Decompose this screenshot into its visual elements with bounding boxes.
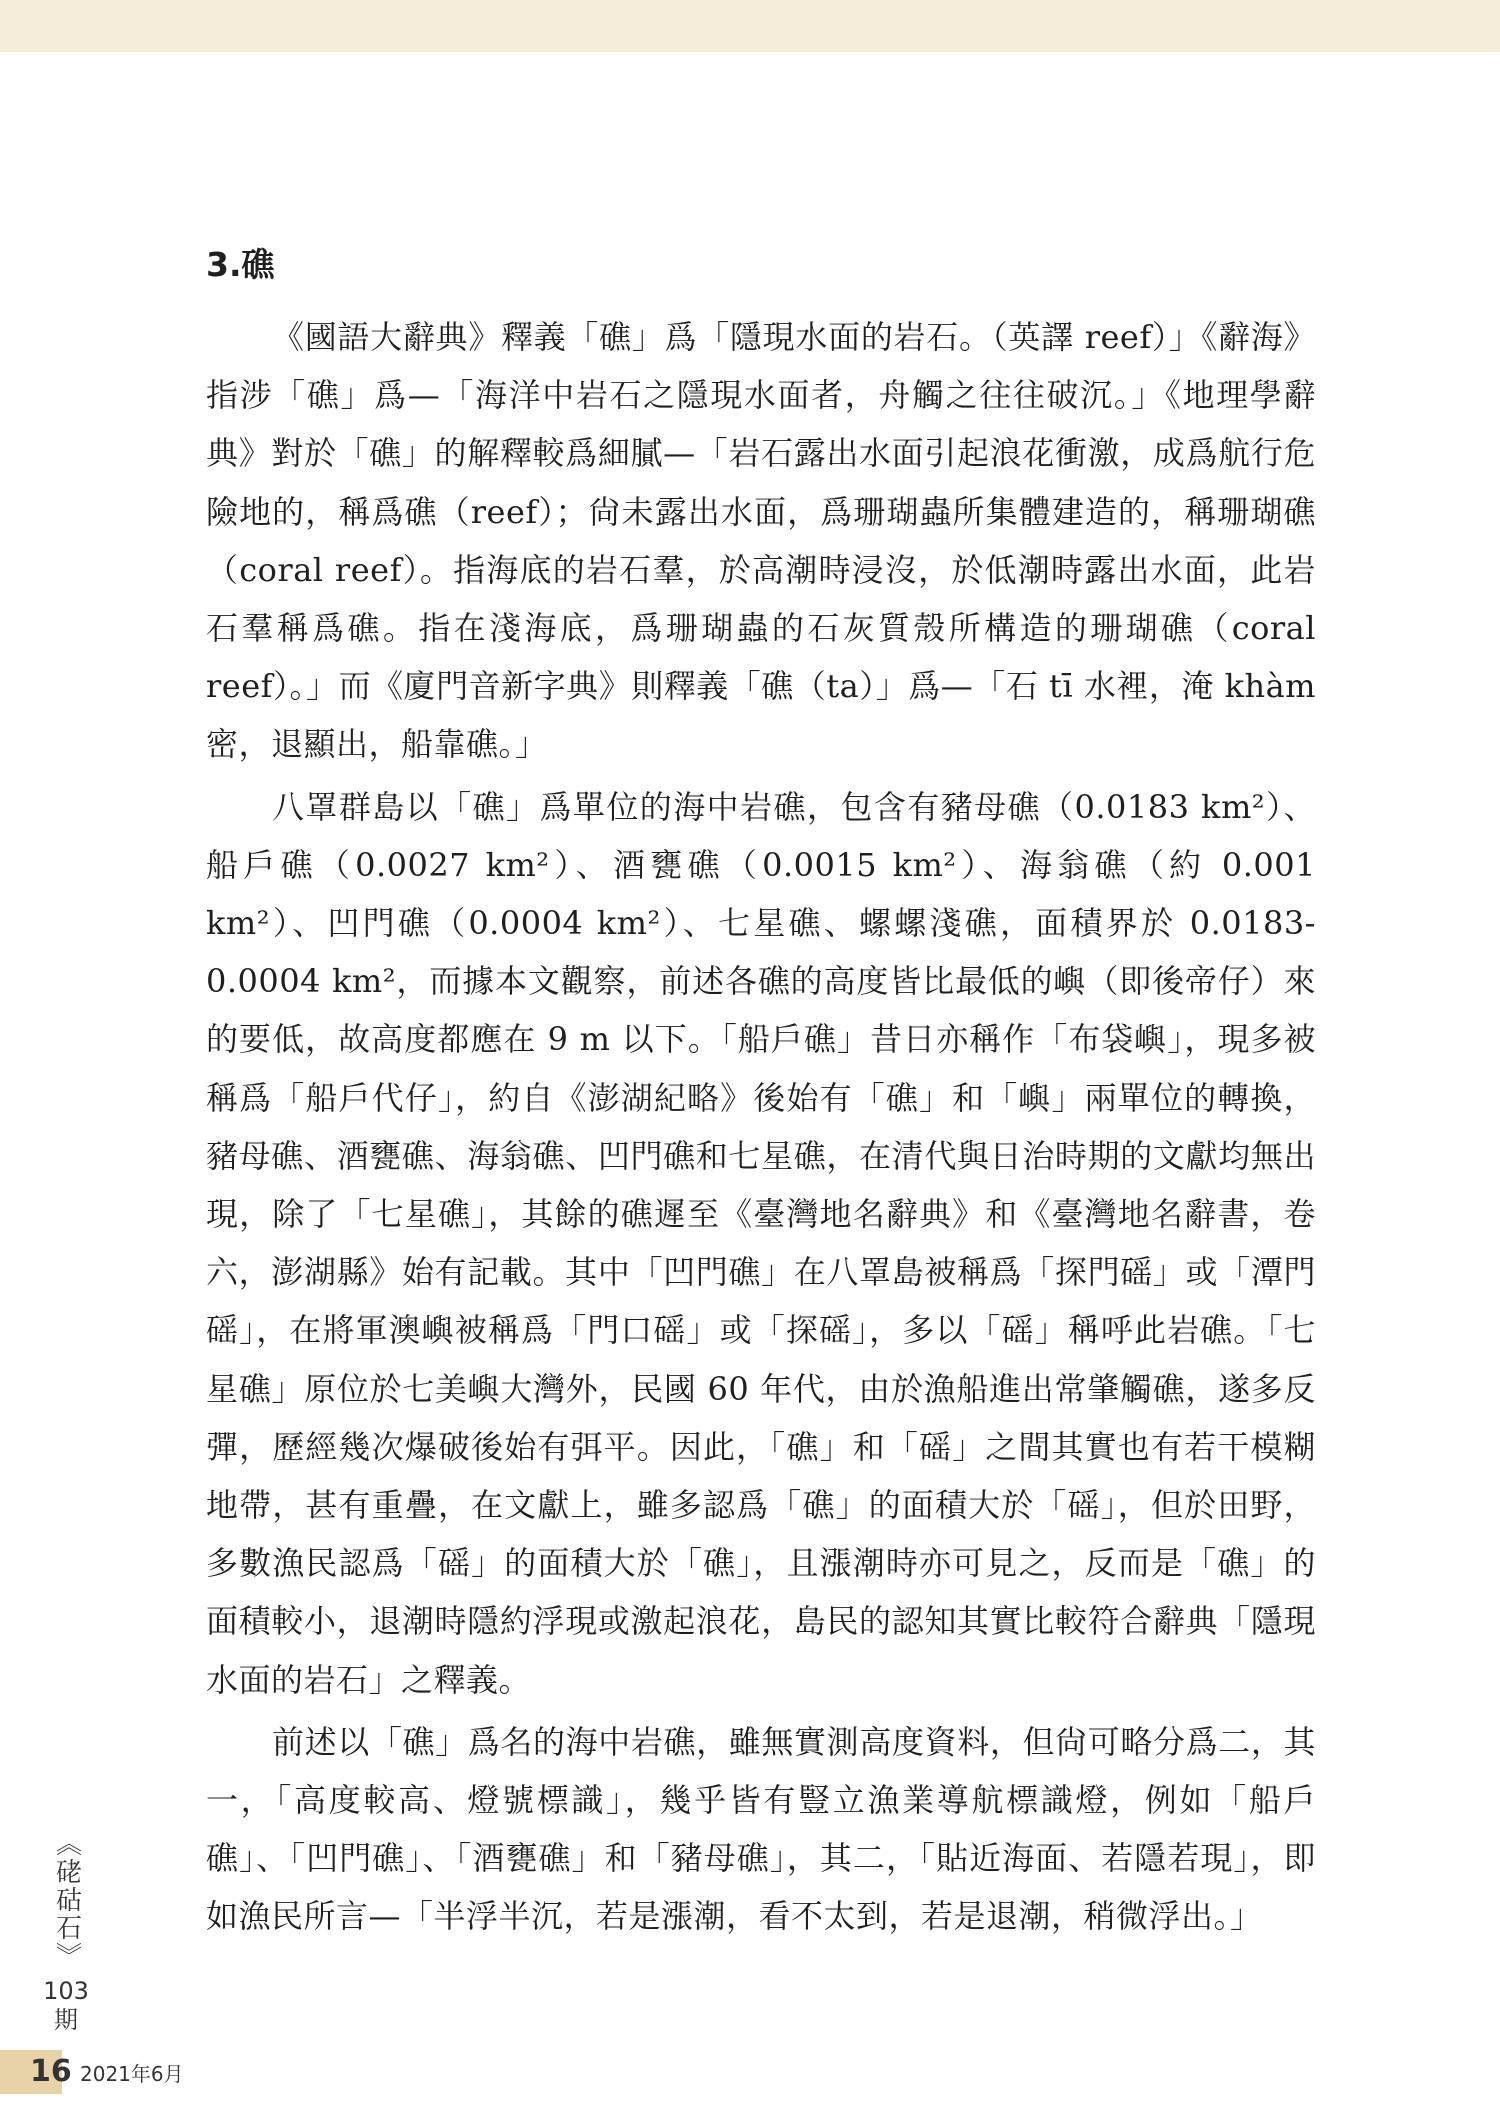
top-color-band bbox=[0, 0, 1500, 52]
article-body bbox=[206, 240, 1316, 1950]
issue-number: 103期 bbox=[43, 1977, 89, 2034]
page-number: 16 bbox=[30, 2054, 72, 2089]
section-heading: 3.礁 bbox=[206, 245, 275, 284]
paragraph-reef-classification: 前述以「礁」爲名的海中岩礁，雖無實測高度資料，但尙可略分爲二，其一，「高度較高、燈號標識」，幾乎皆有豎立漁業導航標識燈，例如「船戶礁」、「凹門礁」、「酒甕礁」和「豬母礁」，其二，「貼近海面、若隱若現」，即如漁民所言—「半浮半沉，若是漲潮，看不太到，若是退潮，稍微浮出。」 bbox=[206, 1722, 1316, 1936]
journal-name: 《硓𥑮石》 bbox=[51, 1830, 82, 1970]
journal-side-label bbox=[36, 1830, 96, 2035]
paragraph-definitions: 《國語大辭典》釋義「礁」爲「隱現水面的岩石。（英譯 reef）」《辭海》指涉「礁」爲—「海洋中岩石之隱現水面者，舟觸之往往破沉。」《地理學辭典》對於「礁」的解釋較爲細膩—「岩石露出水面引起浪花衝激，成爲航行危險地的，稱爲礁（reef）；尙未露出水面，爲珊瑚蟲所集體建造的，稱珊瑚礁（coral reef）。指海底的岩石羣，於高潮時浸沒，於低潮時露出水面，此岩石羣稱爲礁。指在淺海底，爲珊瑚蟲的石灰質殼所構造的珊瑚礁（coral reef）。」而《廈門音新字典》則釋義「礁（ta）」爲—「石 tī 水裡，淹 khàm 密，退顯出，船靠礁。」 bbox=[206, 318, 1316, 764]
paragraph-reefs-bazhao: 八罩群島以「礁」爲單位的海中岩礁，包含有豬母礁（0.0183 km²）、船戶礁（0.0027 km²）、酒甕礁（0.0015 km²）、海翁礁（約 0.001 km²）、凹門礁（0.0004 km²）、七星礁、螺螺淺礁，面積界於 0.0183-0.0004 km²，而據本文觀察，前述各礁的高度皆比最低的嶼（即後帝仔）來的要低，故高度都應在 9 m 以下。「船戶礁」昔日亦稱作「布袋嶼」，現多被稱爲「船戶代仔」，約自《澎湖紀略》後始有「礁」和「嶼」兩單位的轉換，豬母礁、酒甕礁、海翁礁、凹門礁和七星礁，在清代與日治時期的文獻均無出現，除了「七星礁」，其餘的礁遲至《臺灣地名辭典》和《臺灣地名辭書，卷六，澎湖縣》始有記載。其中「凹門礁」在八罩島被稱爲「探門磘」或「潭門磘」，在將軍澳嶼被稱爲「門口磘」或「探磘」，多以「磘」稱呼此岩礁。「七星礁」原位於七美嶼大灣外，民國 60 年代，由於漁船進出常肇觸礁，遂多反彈，歷經幾次爆破後始有弭平。因此，「礁」和「磘」之間其實也有若干模糊地帶，甚有重疊，在文獻上，雖多認爲「礁」的面積大於「磘」，但於田野，多數漁民認爲「磘」的面積大於「礁」，且漲潮時亦可見之，反而是「礁」的面積較小，退潮時隱約浮現或激起浪花，島民的認知其實比較符合辭典「隱現水面的岩石」之釋義。 bbox=[206, 787, 1316, 1699]
issue-date: 2021年6月 bbox=[80, 2062, 184, 2086]
